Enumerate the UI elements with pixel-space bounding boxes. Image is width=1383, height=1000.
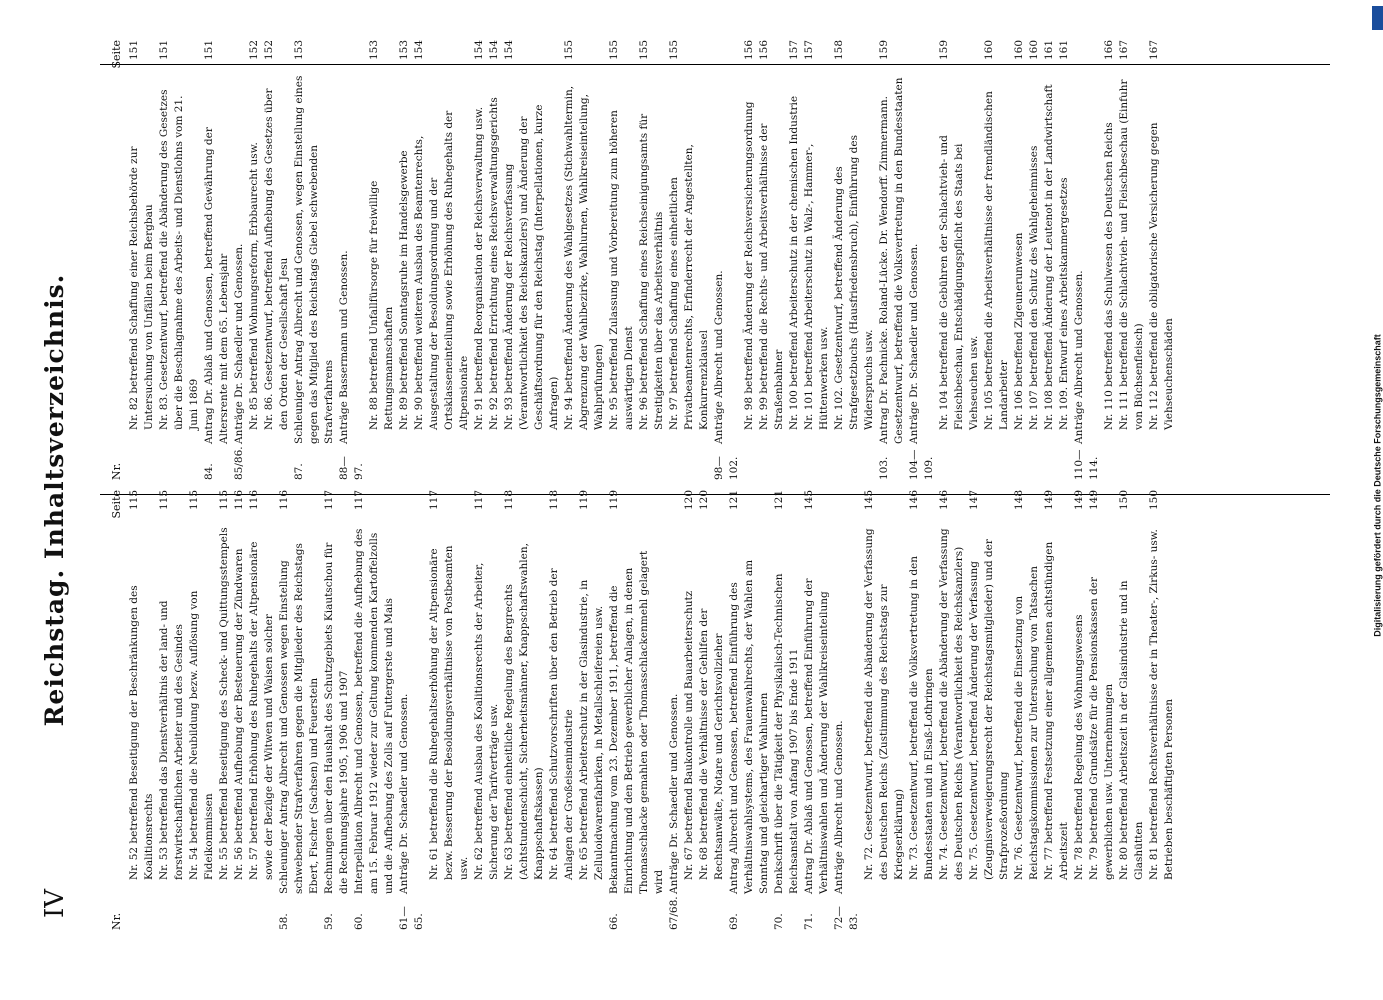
toc-entry [742, 40, 757, 480]
toc-entry [277, 490, 322, 930]
entry-text: Antrag Albrecht und Genossen, betreffend Einführung des Verhältniswahlsystems, des Frauenwahlrechts, der Wahlen am Sonntag und gleichartiger Wahlurnen [728, 559, 770, 894]
entry-text: Nr. 111 betreffend die Schlachtvieh- und Fleischbeschau (Einfuhr von Büchsenfleisch) [1118, 79, 1145, 430]
toc-entry [547, 490, 577, 930]
toc-entry [337, 40, 367, 480]
entry-text: Nr. 106 betreffend Zigeunerunwesen [1013, 232, 1025, 430]
toc-entry [1087, 490, 1117, 930]
entry-number [1027, 444, 1042, 480]
toc-entry [487, 40, 502, 480]
entry-number [247, 894, 277, 930]
entry-page: 145 [863, 490, 875, 511]
toc-entry [577, 490, 607, 930]
entry-text: Nr. 53 betreffend das Dienstverhältnis der land- und forstwirtschaftlichen Arbeiter und des Gesindes [158, 600, 185, 880]
entry-text: Nr. 97 betreffend Schaffung eines einheitlichen Privatbeamtenrechts, Erfinderrecht der Angestellten, Konkurrenzklausel [668, 144, 710, 430]
digitization-sidebar [1372, 0, 1383, 1000]
toc-entry [832, 40, 877, 480]
entry-number [412, 444, 472, 480]
toc-entry [157, 490, 187, 930]
toc-entry [187, 490, 217, 930]
toc-entry [637, 40, 667, 480]
entry-text: Nr. 80 betreffend Arbeitszeit in der Glasindustrie und in Glashütten [1118, 580, 1145, 880]
funding-note: Digitalisierung gefördert durch die Deutsche Forschungsgemeinschaft [1372, 334, 1383, 637]
entry-page: 116 [248, 490, 260, 511]
toc-entry [352, 490, 397, 930]
entry-page: 155 [638, 40, 650, 61]
entry-page [667, 490, 682, 518]
toc-entry [1102, 40, 1117, 480]
left-column-head [110, 490, 123, 930]
entry-number [682, 894, 697, 930]
right-column [110, 40, 1177, 480]
entry-page: 161 [1058, 40, 1070, 61]
entry-page: 150 [1118, 490, 1130, 511]
entry-text: Nr. 72. Gesetzentwurf, betreffend die Abänderung der Verfassung des Deutschen Reichs (Zustimmung des Reichstags zur Kriegserklärung) [863, 528, 905, 880]
entry-text: Nr. 64 betreffend Schutzvorschriften über den Betrieb der Anlagen der Großeisenindustrie [548, 568, 575, 880]
entry-text: Nr. 67 betreffend Baukontrolle und Bauarbeiterschutz [683, 590, 695, 880]
entry-page: 154 [503, 40, 515, 61]
entry-number: 67/68. [668, 896, 680, 930]
entry-number: 71. [803, 913, 815, 930]
toc-entry [607, 40, 637, 480]
toc-entry [1057, 40, 1072, 480]
entry-text: Antrag Dr. Pachnicke. Roland-Lücke. Dr. Wendorff. Zimmermann. Gesetzentwurf, betreffend die Volksvertretung in den Bundesstaaten [878, 77, 905, 444]
entry-number [862, 894, 907, 930]
entry-text: Anträge Bassermann und Genossen. [338, 250, 350, 444]
entry-page [397, 490, 427, 518]
toc-entry [802, 40, 832, 480]
entry-text: Antrag Dr. Ablaß und Genossen, betreffend Gewährung der Altersrente mit dem 65. Lebensjahr [203, 127, 230, 444]
toc-entry [232, 490, 247, 930]
entry-number [157, 894, 187, 930]
entry-page: 117 [473, 490, 485, 511]
toc-entry [1042, 490, 1072, 930]
toc-entry [502, 40, 562, 480]
entry-number [562, 444, 607, 480]
entry-number: 85/86. [233, 446, 245, 480]
left-head-number: Nr. [110, 912, 123, 930]
entry-text: Nr. 65 betreffend Arbeiterschutz in der Glasindustrie, in Zelluloidwarenfabriken, in Metallschleifereien usw. [578, 579, 605, 880]
entry-page: 166 [1103, 40, 1115, 61]
entry-number [262, 444, 292, 480]
entry-text: Anträge Albrecht und Genossen. [713, 270, 725, 444]
toc-entry [682, 490, 697, 930]
entry-text: Nr. 73. Gesetzentwurf, betreffend die Volksvertretung in den Bundesstaaten und in Elsaß-Lothringen [908, 555, 935, 880]
entry-text: Nr. 95 betreffend Zulassung und Vorbereitung zum höheren auswärtigen Dienst [608, 110, 635, 430]
entry-page: 160 [1013, 40, 1025, 61]
entry-number [157, 444, 202, 480]
entry-text: Rechnungen über den Haushalt des Schutzgebiets Kiautschou für die Rechnungsjahre 1905, 1906 und 1907 [323, 542, 350, 894]
entry-page: 161 [1043, 40, 1055, 61]
entry-page: 121 [773, 490, 785, 511]
entry-page: 148 [1013, 490, 1025, 511]
toc-entry [502, 490, 547, 930]
entry-page: 115 [158, 490, 170, 511]
entry-number [1087, 894, 1117, 930]
entry-page: 118 [548, 490, 560, 511]
entry-text: Nr. 74. Gesetzentwurf, betreffend die Abänderung der Verfassung des Deutschen Reichs (Verantwortlichkeit des Reichskanzlers) [938, 528, 965, 880]
entry-page: 146 [908, 490, 920, 511]
entry-page: 167 [1118, 40, 1130, 61]
entry-number [547, 894, 577, 930]
entry-text: Nr. 68 betreffend die Verhältnisse der Gehilfen der Rechtsanwälte, Notare und Gerichtsvollzieher [698, 608, 725, 880]
right-column-head [110, 40, 123, 480]
entry-page: 159 [878, 40, 890, 61]
entry-page: 149 [1088, 490, 1100, 511]
entry-page: 151 [203, 40, 215, 61]
entry-number: 103. [878, 456, 890, 480]
entry-number: 110—114. [1073, 449, 1100, 480]
toc-entry [1147, 490, 1177, 930]
entry-text: Nr. 86. Gesetzentwurf, betreffend Aufhebung des Gesetzes über den Orden der Gesellschaft Jesu [263, 88, 290, 430]
toc-entry [667, 40, 712, 480]
entry-number: 88—97. [338, 456, 365, 480]
toc-entry [157, 40, 202, 480]
right-head-number: Nr. [110, 462, 123, 480]
entry-number [1042, 894, 1072, 930]
toc-entry [862, 490, 907, 930]
entry-page: 156 [743, 40, 755, 61]
toc-entry [982, 40, 1012, 480]
entry-number [742, 444, 757, 480]
toc-entry [292, 40, 337, 480]
toc-entry [607, 490, 667, 930]
entry-page [232, 40, 247, 68]
toc-entry [697, 490, 727, 930]
entry-text: Nr. 89 betreffend Sonntagsruhe im Handelsgewerbe [398, 150, 410, 430]
entry-text: Nr. 54 betreffend die Neubildung bezw. Auflösung von Fideikommissen [188, 590, 215, 880]
entry-page: 117 [428, 490, 440, 511]
toc-entry [832, 490, 862, 930]
entry-page: 156 [758, 40, 770, 61]
toc-entry [877, 40, 907, 480]
entry-page: 155 [563, 40, 575, 61]
entry-text: Nr. 99 betreffend die Rechts- und Arbeitsverhältnisse der Straßenbahner [758, 123, 785, 430]
entry-page: 145 [803, 490, 815, 511]
entry-number [1057, 444, 1072, 480]
entry-text: Nr. 81 betreffend Rechtsverhältnisse der in Theater-, Zirkus- usw. Betrieben beschäftigten Personen [1148, 529, 1175, 880]
entry-page [907, 40, 937, 68]
entry-text: Nr. 88 betreffend Unfallfürsorge für freiwillige Rettungsmannschaften [368, 180, 395, 430]
entry-number: 59. [323, 913, 335, 930]
entry-text: Nr. 92 betreffend Errichtung eines Reichsverwaltungsgerichts [488, 97, 500, 430]
entry-page: 115 [188, 490, 200, 511]
entry-number [1072, 894, 1087, 930]
entry-text: Nr. 85 betreffend Wohnungsreform, Erbbaurecht usw. [248, 142, 260, 430]
entry-text: Nr. 109. Entwurf eines Arbeitskammergesetzes [1058, 177, 1070, 430]
entry-page: 118 [503, 490, 515, 511]
entry-number [367, 444, 397, 480]
toc-entry [397, 490, 427, 930]
entry-number [1012, 894, 1042, 930]
page-title: Reichstag. Inhaltsverzeichnis. [40, 273, 69, 727]
toc-entry [907, 40, 937, 480]
entry-number [187, 894, 217, 930]
entry-number [802, 444, 832, 480]
entry-number [937, 894, 967, 930]
toc-entry [787, 40, 802, 480]
entry-text: Nr. 77 betreffend Festsetzung einer allgemeinen achtstündigen Arbeitszeit [1043, 541, 1070, 880]
toc-entry [262, 40, 292, 480]
entry-text: Nr. 110 betreffend das Schulwesen des Deutschen Reichs [1103, 122, 1115, 430]
toc-entry [247, 490, 277, 930]
entry-page: 116 [278, 490, 290, 511]
entry-text: Nr. 83. Gesetzentwurf, betreffend die Abänderung des Gesetzes über die Beschlagnahme des Arbeits- und Dienstlohns vom 21. Juni 1869 [158, 89, 200, 430]
entry-number [217, 894, 232, 930]
entry-text: Nr. 82 betreffend Schaffung einer Reichsbehörde zur Untersuchung von Unfällen beim Bergbau [128, 146, 155, 430]
toc-entry [757, 40, 787, 480]
entry-number: 60. [353, 913, 365, 930]
toc-entry [472, 40, 487, 480]
entry-number: 70. [773, 913, 785, 930]
entry-number [967, 894, 1012, 930]
entry-number: 72—83. [833, 906, 860, 930]
entry-number [577, 894, 607, 930]
entry-number [1102, 444, 1117, 480]
toc-entry [202, 40, 232, 480]
toc-entry [772, 490, 802, 930]
entry-page: 115 [218, 490, 230, 511]
entry-page: 149 [1073, 490, 1085, 511]
entry-text: Nr. 78 betreffend Regelung des Wohnungswesens [1073, 614, 1085, 880]
entry-text: Nr. 62 betreffend Ausbau des Koalitionsrechts der Arbeiter, Sicherung der Tarifverträge usw. [473, 562, 500, 880]
entry-number [502, 444, 562, 480]
entry-page: 119 [578, 490, 590, 511]
entry-page: 152 [263, 40, 275, 61]
right-entry-list [127, 40, 1177, 480]
toc-entry [937, 490, 967, 930]
entry-number [397, 444, 412, 480]
entry-text: Nr. 90 betreffend weiteren Ausbau des Beamtenrechts, Ausgestaltung der Besoldungsordnung und der Ortsklasseneinteilung sowie Erhöhung des Ruhegehalts der Altpensionäre [413, 110, 470, 430]
entry-text: Nr. 94 betreffend Änderung des Wahlgesetzes (Stichwahltermin, Abgrenzung der Wahlbezirke, Wahlurnen, Wahlkreiseinteilung, Wahlprüfungen) [563, 85, 605, 430]
entry-page: 157 [788, 40, 800, 61]
toc-entry [412, 40, 472, 480]
entry-page: 147 [968, 490, 980, 511]
toc-entry [907, 490, 937, 930]
entry-text: Nr. 108 betreffend Änderung der Leutenot in der Landwirtschaft [1043, 84, 1055, 430]
entry-text: Nr. 56 betreffend Aufhebung der Besteuerung der Zündwaren [233, 548, 245, 880]
entry-text: Bekanntmachung vom 23. Dezember 1911, betreffend die Einrichtung und den Betrieb gewerblicher Anlagen, in denen Thomasschlacke gemahlen oder Thomasschlackenmehl gelagert wird [608, 550, 665, 894]
entry-number [472, 894, 502, 930]
entry-text: Nr. 93 betreffend Änderung der Reichsverfassung (Verantwortlichkeit des Reichskanzlers) und Änderung der Geschäftsordnung für den Reichstag (Interpellationen, kurze Anfragen) [503, 104, 560, 430]
entry-text: Nr. 107 betreffend den Schutz des Wahlgeheimnisses [1028, 145, 1040, 430]
entry-number: 66. [608, 913, 620, 930]
toc-entry [712, 40, 742, 480]
entry-text: Nr. 112 betreffend die obligatorische Versicherung gegen Viehseuchenschäden [1148, 122, 1175, 430]
entry-page: 159 [938, 40, 950, 61]
entry-page: 160 [983, 40, 995, 61]
entry-page: 115 [128, 490, 140, 511]
toc-entry [967, 490, 1012, 930]
right-head-page: Seite [110, 40, 123, 69]
entry-number [832, 444, 877, 480]
entry-number [1042, 444, 1057, 480]
toc-entry [1117, 40, 1147, 480]
entry-number [502, 894, 547, 930]
entry-number [982, 444, 1012, 480]
entry-text: Nr. 55 betreffend Beseitigung des Scheck- und Quittungsstempels [218, 527, 230, 880]
entry-page: 153 [398, 40, 410, 61]
entry-number: 69. [728, 913, 740, 930]
entry-text: Nr. 63 betreffend einheitliche Regelung des Bergrechts (Achtstundenschicht, Sicherheitsmänner, Knappschaftswahlen, Knappschaftskassen) [503, 543, 545, 880]
toc-entry [727, 490, 772, 930]
entry-page: 157 [803, 40, 815, 61]
entry-text: Anträge Dr. Schaedler und Genossen. [398, 693, 410, 894]
entry-page: 155 [608, 40, 620, 61]
entry-page: 151 [158, 40, 170, 61]
entry-page: 117 [323, 490, 335, 511]
entry-text: Nr. 96 betreffend Schaffung eines Reichseinigungsamts für Streitigkeiten über das Arbeitsverhältnis [638, 113, 665, 430]
entry-number: 104—109. [908, 449, 935, 480]
entry-page: 158 [833, 40, 845, 61]
toc-entry [1147, 40, 1177, 480]
entry-text: Nr. 75. Gesetzentwurf, betreffend Änderung der Verfassung (Zeugnisverweigerungsrecht der Reichstagsmitglieder) und der Strafprozeßordnung [968, 539, 1010, 880]
page-header [40, 0, 120, 1000]
entry-text: Anträge Dr. Schaedler und Genossen. [668, 693, 680, 894]
toc-entry [937, 40, 982, 480]
entry-text: Nr. 57 betreffend Erhöhung des Ruhegehalts der Altpensionäre sowie der Bezüge der Witwen und Waisen solcher [248, 541, 275, 880]
entry-number: 58. [278, 913, 290, 930]
entry-text: Anträge Albrecht und Genossen. [1073, 270, 1085, 444]
entry-number: 61—65. [398, 906, 425, 930]
toc-entry [1012, 40, 1027, 480]
entry-number [487, 444, 502, 480]
toc-entry [562, 40, 607, 480]
toc-entry [1027, 40, 1042, 480]
left-entry-list [127, 490, 1177, 930]
entry-page [1072, 40, 1102, 68]
entry-text: Nr. 52 betreffend Beseitigung der Beschränkungen des Koalitionsrechts [128, 585, 155, 880]
toc-entry [1072, 490, 1087, 930]
entry-number [127, 444, 157, 480]
entry-page: 149 [1043, 490, 1055, 511]
entry-page: 120 [698, 490, 710, 511]
entry-number [1147, 894, 1177, 930]
entry-text: Anträge Dr. Schaedler und Genossen. [908, 243, 920, 444]
entry-page: 155 [668, 40, 680, 61]
entry-text: Nr. 104 betreffend die Gebühren der Schlachtvieh- und Fleischbeschau, Entschädigungspflicht des Staats bei Viehseuchen usw. [938, 135, 980, 430]
entry-page [712, 40, 742, 68]
entry-page: 153 [293, 40, 305, 61]
toc-entry [667, 490, 682, 930]
entry-page: 153 [368, 40, 380, 61]
entry-page: 117 [353, 490, 365, 511]
entry-number [1117, 894, 1147, 930]
left-head-page: Seite [110, 490, 123, 519]
toc-entry [247, 40, 262, 480]
entry-page: 154 [413, 40, 425, 61]
entry-text: Nr. 105 betreffend die Arbeitsverhältnisse der fremdländischen Landarbeiter [983, 91, 1010, 430]
entry-number [907, 894, 937, 930]
toc-entry [397, 40, 412, 480]
entry-text: Nr. 100 betreffend Arbeiterschutz in der chemischen Industrie [788, 95, 800, 430]
page-number: IV [40, 888, 70, 918]
entry-number [667, 444, 712, 480]
entry-number: 98—102. [713, 456, 740, 480]
entry-text: Nr. 61 betreffend die Ruhegehaltserhöhung der Altpensionäre bezw. Besserung der Besoldungsverhältnisse von Postbeamten usw. [428, 545, 470, 880]
entry-number [637, 444, 667, 480]
entry-text: Anträge Albrecht und Genossen. [833, 720, 845, 894]
entry-text: Interpellation Albrecht und Genossen, betreffend die Aufhebung des am 15. Februar 1912 wieder zur Geltung kommenden Kartoffelzolls und die Aufhebung des Zolls auf Futtergerste und Mais [353, 528, 395, 894]
entry-page: 116 [233, 490, 245, 511]
entry-text: Nr. 102. Gesetzentwurf, betreffend Änderung des Strafgesetzbuchs (Hausfriedensbruch), Einführung des Widerspruchs usw. [833, 135, 875, 430]
entry-text: Nr. 76. Gesetzentwurf, betreffend die Einsetzung von Reichstagskommissionen zur Untersuchung von Tatsachen [1013, 566, 1040, 880]
entry-text: Nr. 79 betreffend Grundsätze für die Pensionskassen der gewerblichen usw. Unternehmungen [1088, 576, 1115, 880]
toc-entry [1117, 490, 1147, 930]
entry-page: 119 [608, 490, 620, 511]
toc-entry [232, 40, 247, 480]
toc-entry [472, 490, 502, 930]
entry-number: 84. [203, 463, 215, 480]
entry-page: 151 [128, 40, 140, 61]
entry-page: 167 [1148, 40, 1160, 61]
entry-number [232, 894, 247, 930]
toc-entry [1042, 40, 1057, 480]
entry-text: Nr. 91 betreffend Reorganisation der Reichsverwaltung usw. [473, 106, 485, 430]
toc-entry [367, 40, 397, 480]
entry-number [1147, 444, 1177, 480]
entry-page: 154 [473, 40, 485, 61]
entry-page: 150 [1148, 490, 1160, 511]
toc-entry [322, 490, 352, 930]
entry-page: 146 [938, 490, 950, 511]
entry-text: Nr. 101 betreffend Arbeiterschutz in Walz-, Hammer-, Hüttenwerken usw. [803, 143, 830, 430]
toc-entry [802, 490, 832, 930]
entry-text: Schleuniger Antrag Albrecht und Genossen, wegen Einstellung eines gegen das Mitglied des Reichstags Giebel schwebenden Strafverfahrens [293, 75, 335, 444]
toc-entry [1012, 490, 1042, 930]
entry-number [427, 894, 472, 930]
entry-number [247, 444, 262, 480]
entry-text: Antrag Dr. Ablaß und Genossen, betreffend Einführung der Verhältniswahlen und Änderung der Wahlkreiseinteilung [803, 578, 830, 894]
entry-number [1117, 444, 1147, 480]
entry-number [472, 444, 487, 480]
entry-text: Anträge Dr. Schaedler und Genossen. [233, 243, 245, 444]
entry-page: 152 [248, 40, 260, 61]
entry-page: 120 [683, 490, 695, 511]
entry-page: 160 [1028, 40, 1040, 61]
entry-page: 154 [488, 40, 500, 61]
entry-number: 87. [293, 463, 305, 480]
entry-text: Nr. 98 betreffend Änderung der Reichsversicherungsordnung [743, 101, 755, 430]
toc-entry [427, 490, 472, 930]
toc-entry [127, 490, 157, 930]
entry-text: Schleuniger Antrag Albrecht und Genossen wegen Einstellung schwebender Strafverfahren gegen die Mitglieder des Reichstags Ebert, Fischer (Sachsen) und Feuerstein [278, 543, 320, 894]
entry-number [607, 444, 637, 480]
entry-number [697, 894, 727, 930]
toc-entry [217, 490, 232, 930]
toc-entry [1072, 40, 1102, 480]
entry-page [337, 40, 367, 68]
toc-entry [127, 40, 157, 480]
entry-number [127, 894, 157, 930]
entry-number [1012, 444, 1027, 480]
entry-page [832, 490, 862, 518]
entry-number [757, 444, 787, 480]
left-column [110, 490, 1177, 930]
entry-number [787, 444, 802, 480]
entry-number [937, 444, 982, 480]
entry-text: Denkschrift über die Tätigkeit der Physikalisch-Technischen Reichsanstalt von Anfang 1907 bis Ende 1911 [773, 573, 800, 894]
entry-page: 121 [728, 490, 740, 511]
